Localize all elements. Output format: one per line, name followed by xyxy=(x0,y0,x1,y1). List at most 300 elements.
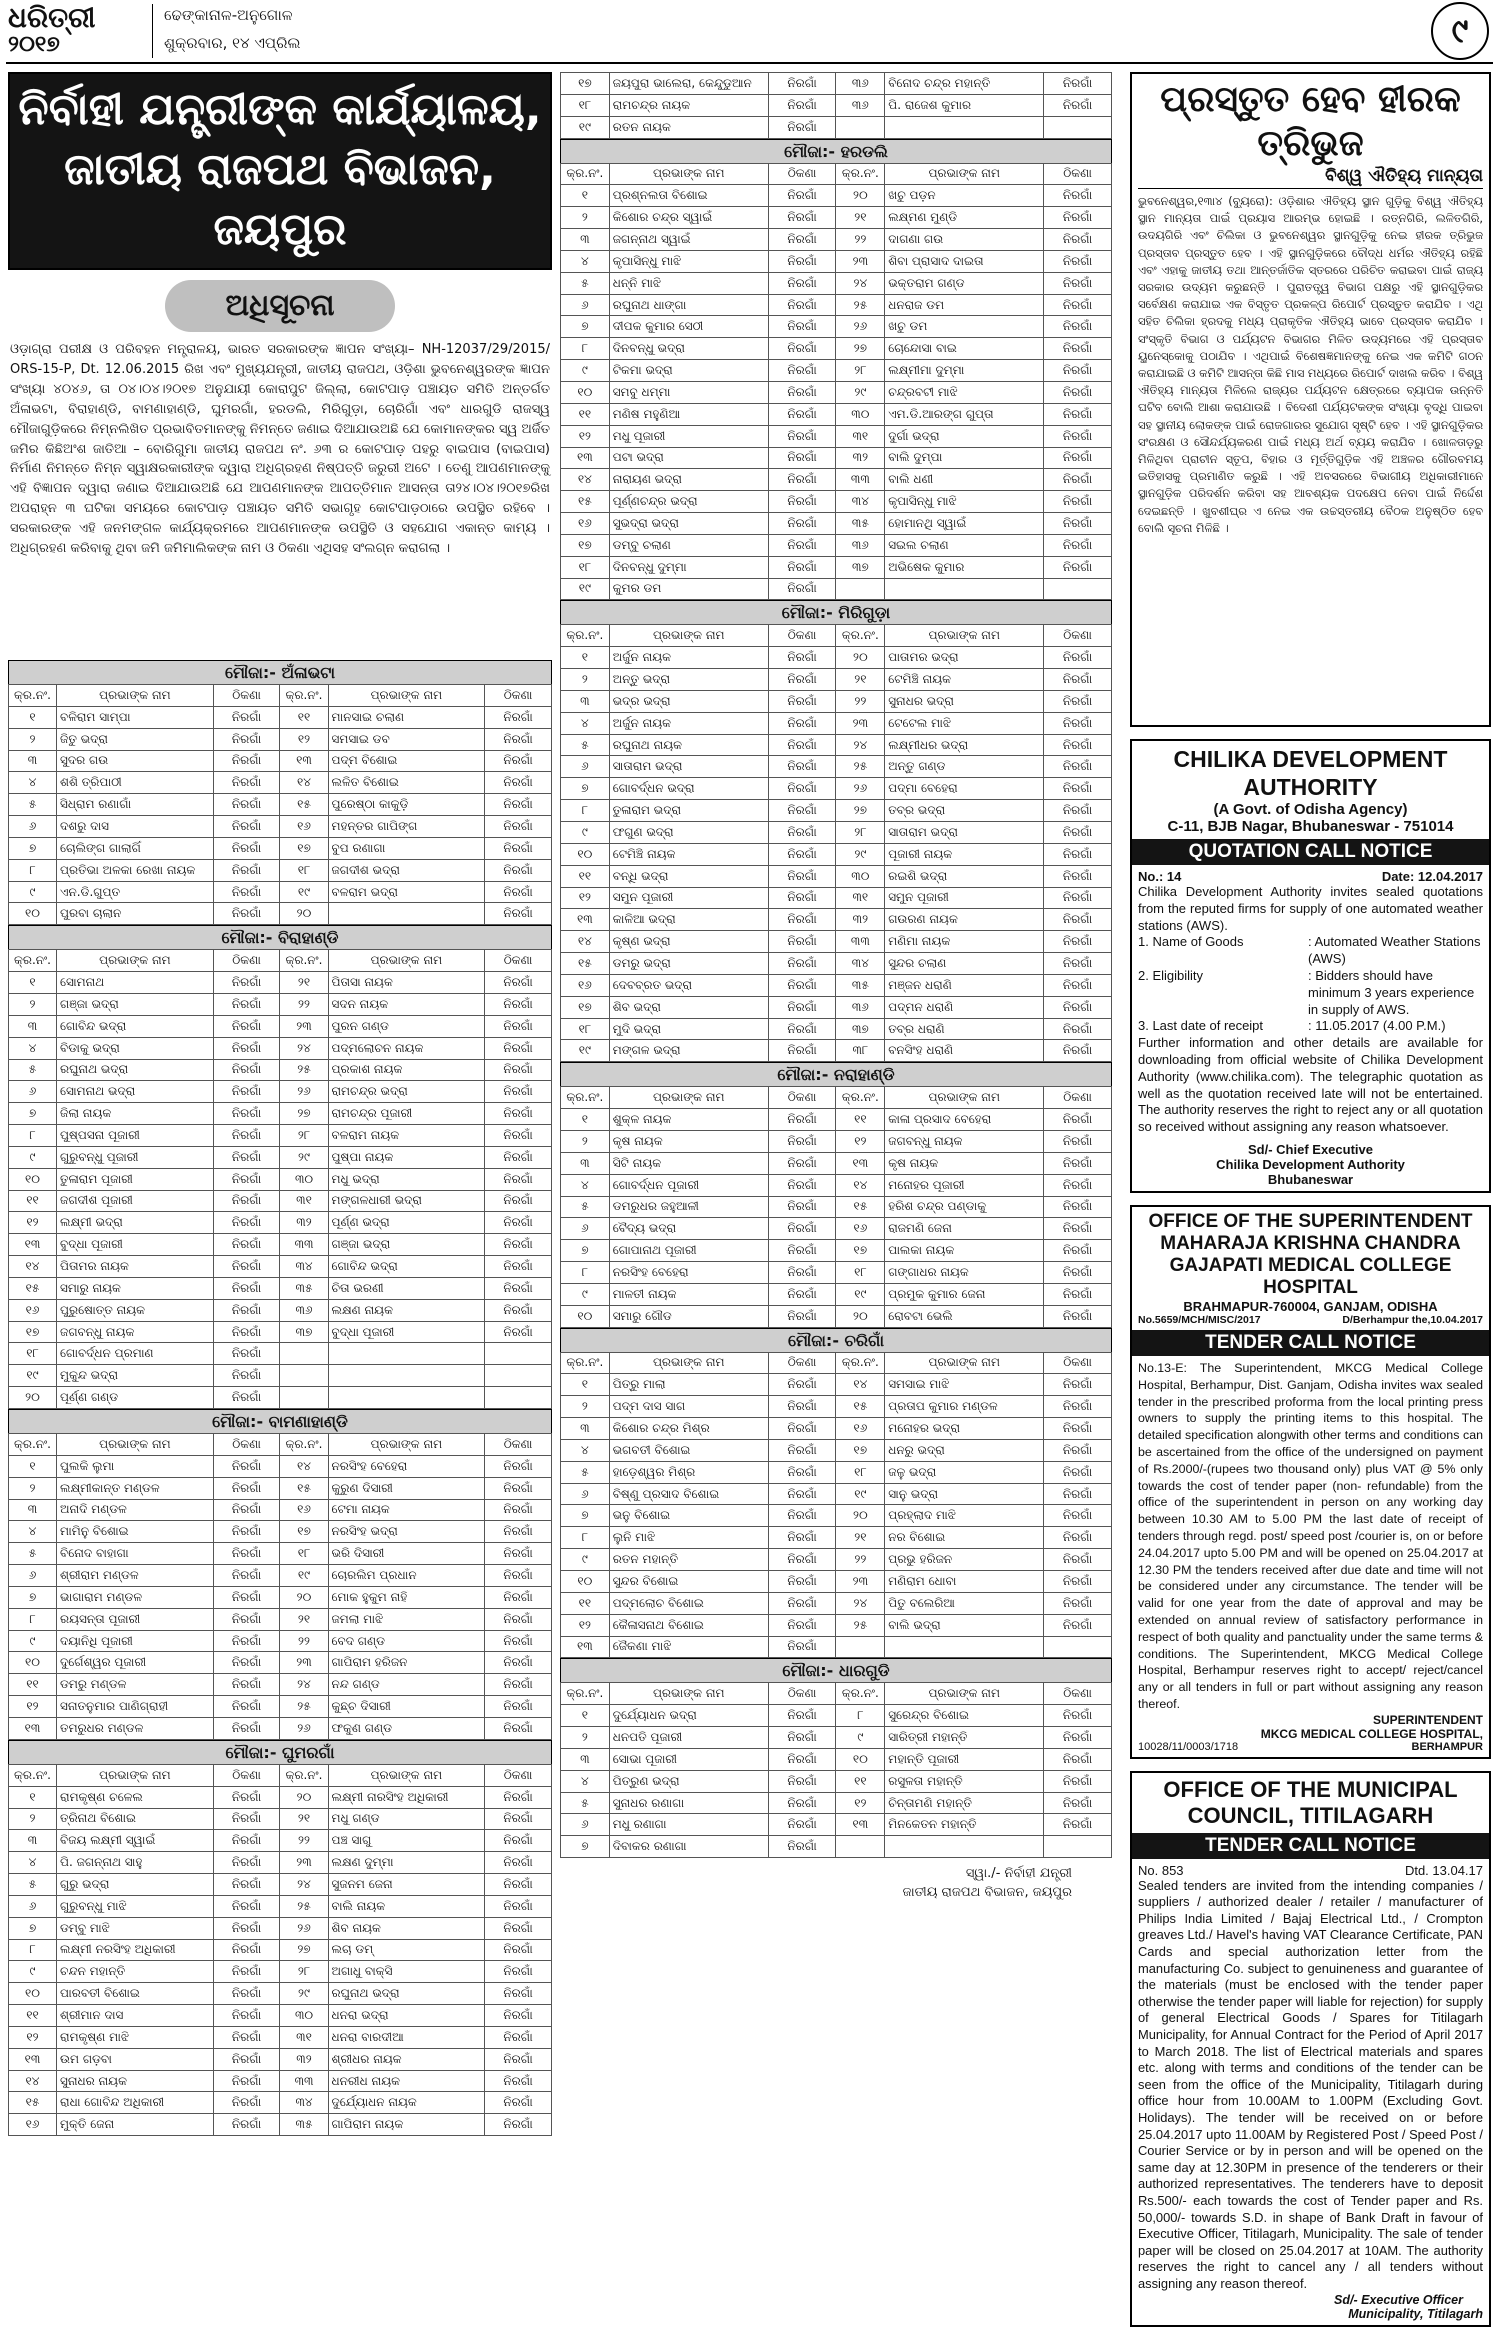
mkcg-sign1: SUPERINTENDENT xyxy=(1372,1712,1483,1727)
owner-name: ଗୁରୁବନ୍ଧୁ ପୂଜାରୀ xyxy=(57,1146,214,1168)
owner-name: ବେଦ ଗଣ୍ଡ xyxy=(328,1630,485,1652)
notice-signature xyxy=(560,1858,1112,1902)
owner-name: ରାମକୃଷ୍ଣ ମାଝି xyxy=(57,2026,214,2048)
table-row xyxy=(9,2070,552,2092)
table-row xyxy=(9,2048,552,2070)
table-row xyxy=(561,316,1112,338)
owner-address: ନିରଗାଁ xyxy=(768,556,836,578)
mouza-tables-left xyxy=(8,660,552,2136)
owner-name: ଦେବବ୍ରତ ଭଦ୍ରା xyxy=(609,974,768,996)
owner-address: ନିରଗାଁ xyxy=(768,1461,836,1483)
masthead xyxy=(6,0,1493,64)
owner-address: ନିରଗାଁ xyxy=(485,1037,552,1059)
table-row xyxy=(561,1705,1112,1727)
owner-address: ନିରଗାଁ xyxy=(768,1305,836,1327)
serial-number: ୯ xyxy=(561,822,610,844)
owner-name: ଜୈକଣା ମାଝି xyxy=(609,1636,768,1658)
table-row xyxy=(561,1748,1112,1770)
owner-address: ନିରଗାଁ xyxy=(213,859,280,881)
table-row xyxy=(9,1674,552,1696)
serial-number: ୨୩ xyxy=(280,1652,328,1674)
owner-name: ତ୍ରିନାଥ ବିଶୋଇ xyxy=(57,1808,214,1830)
table-row xyxy=(561,1505,1112,1527)
serial-number: ୧୩ xyxy=(561,909,610,931)
serial-number: ୨୧ xyxy=(836,1527,885,1549)
owner-name: ପାରବତୀ ବିଶୋଇ xyxy=(57,1983,214,2005)
owner-address: ନିରଗାଁ xyxy=(213,1387,280,1409)
owner-name: ପୂର୍ଣ୍ଣଚନ୍ଦ୍ର ଭଦ୍ରା xyxy=(609,491,768,513)
owner-address: ନିରଗାଁ xyxy=(768,1814,836,1836)
owner-address: ନିରଗାଁ xyxy=(213,1961,280,1983)
serial-number: ୧୪ xyxy=(561,469,610,491)
table-row xyxy=(9,1365,552,1387)
serial-number: ୨୭ xyxy=(280,1939,328,1961)
owner-name: ରାମକୃଷ୍ଣ ଚଳେଲ xyxy=(57,1786,214,1808)
owner-name: ଅର୍ଜୁନ ନାୟକ xyxy=(609,712,768,734)
owner-address: ନିରଗାଁ xyxy=(1044,647,1112,669)
owner-name: ଶିବା ପ୍ରାସାଦ ଦାଇତା xyxy=(885,250,1044,272)
owner-address: ନିରଗାଁ xyxy=(485,1103,552,1125)
owner-address: ନିରଗାଁ xyxy=(1044,931,1112,953)
owner-address: ନିରଗାଁ xyxy=(768,447,836,469)
table-row xyxy=(561,909,1112,931)
column-header: କ୍ର.ନଂ. xyxy=(9,950,57,972)
owner-address: ନିରଗାଁ xyxy=(768,1240,836,1262)
owner-name: କୈଳାସନାଥ ବିଶୋଇ xyxy=(609,1614,768,1636)
serial-number: ୩୭ xyxy=(836,556,885,578)
serial-number: ୪ xyxy=(561,712,610,734)
table-row xyxy=(561,865,1112,887)
serial-number: ୧୫ xyxy=(561,491,610,513)
owner-address: ନିରଗାଁ xyxy=(213,837,280,859)
owner-address: ନିରଗାଁ xyxy=(485,972,552,994)
owner-address: ନିରଗାଁ xyxy=(213,794,280,816)
table-row xyxy=(9,859,552,881)
serial-number: ୪ xyxy=(561,1770,610,1792)
owner-name xyxy=(328,903,485,925)
table-row xyxy=(9,2026,552,2048)
owner-name: ଧନରୀଧ ନାୟକ xyxy=(328,2070,485,2092)
owner-address: ନିରଗାଁ xyxy=(485,750,552,772)
owner-address: ନିରଗାଁ xyxy=(768,996,836,1018)
owner-name: ସମସାଇ ମାଝି xyxy=(885,1374,1044,1396)
serial-number: ୨୦ xyxy=(836,1505,885,1527)
mouza-table xyxy=(560,1086,1112,1327)
column-header: ଠିକଣା xyxy=(768,625,836,647)
serial-number: ୩ xyxy=(9,1015,57,1037)
notice-title-line2: ଜାତୀୟ ରାଜପଥ ବିଭାଜନ, ଜୟପୁର xyxy=(64,144,496,255)
owner-name: ଚନ୍ଦନ ମହାନ୍ତି xyxy=(57,1961,214,1983)
owner-address: ନିରଗାଁ xyxy=(485,1277,552,1299)
owner-name: ପୂର୍ଣ୍ଣ ଗଣ୍ଡ xyxy=(57,1387,214,1409)
owner-name: ପଟା ଭଦ୍ରା xyxy=(609,447,768,469)
owner-address: ନିରଗାଁ xyxy=(485,794,552,816)
table-row xyxy=(9,1256,552,1278)
table-row xyxy=(561,1283,1112,1305)
serial-number: ୧୭ xyxy=(836,1439,885,1461)
owner-name: ଗୋବର୍ଦ୍ଧନ ପୂଜାରୀ xyxy=(609,1174,768,1196)
owner-address: ନିରଗାଁ xyxy=(485,1477,552,1499)
table-row xyxy=(9,1652,552,1674)
owner-address: ନିରଗାଁ xyxy=(213,1939,280,1961)
owner-address: ନିରଗାଁ xyxy=(213,1830,280,1852)
serial-number: ୧୪ xyxy=(561,931,610,953)
owner-address: ନିରଗାଁ xyxy=(768,185,836,207)
notice-column-middle xyxy=(560,72,1112,1902)
owner-address: ନିରଗାଁ xyxy=(1044,1109,1112,1131)
owner-address: ନିରଗାଁ xyxy=(213,1059,280,1081)
table-row xyxy=(9,1103,552,1125)
owner-address: ନିରଗାଁ xyxy=(485,2005,552,2027)
table-row xyxy=(561,1792,1112,1814)
owner-address: ନିରଗାଁ xyxy=(485,1939,552,1961)
owner-address: ନିରଗାଁ xyxy=(213,1652,280,1674)
owner-name: ବଳରାମ ଭଦ୍ରା xyxy=(328,881,485,903)
owner-address: ନିରଗାଁ xyxy=(213,972,280,994)
serial-number: ୧୧ xyxy=(9,1190,57,1212)
owner-address: ନିରଗାଁ xyxy=(485,1717,552,1739)
serial-number: ୧୬ xyxy=(561,974,610,996)
serial-number: ୨୮ xyxy=(836,360,885,382)
owner-address: ନିରଗାଁ xyxy=(485,1256,552,1278)
serial-number: ୧୧ xyxy=(9,2005,57,2027)
owner-address: ନିରଗାଁ xyxy=(1044,1592,1112,1614)
serial-number: ୧ xyxy=(9,706,57,728)
owner-address: ନିରଗାଁ xyxy=(213,1808,280,1830)
serial-number: ୧୫ xyxy=(9,1277,57,1299)
table-row xyxy=(9,1387,552,1409)
owner-name: ଅନାଦି ମଣ୍ଡଳ xyxy=(57,1499,214,1521)
owner-name: ନରସିଂହ ବେହେରା xyxy=(328,1455,485,1477)
owner-name: ଶ୍ରୀରାମ ମଣ୍ଡଳ xyxy=(57,1565,214,1587)
table-row xyxy=(561,1305,1112,1327)
owner-name: ମଣିମା ନାୟକ xyxy=(885,931,1044,953)
owner-name: ସୋମନାଥ xyxy=(57,972,214,994)
owner-name: ନାରାୟଣ ଭଦ୍ରା xyxy=(609,469,768,491)
owner-address: ନିରଗାଁ xyxy=(213,1212,280,1234)
owner-name: ରତନ ନାୟକ xyxy=(609,116,768,138)
owner-address: ନିରଗାଁ xyxy=(1044,1483,1112,1505)
serial-number: ୩ xyxy=(561,690,610,712)
mkcg-line2: MAHARAJA KRISHNA CHANDRA xyxy=(1160,1232,1461,1254)
serial-number: ୧୮ xyxy=(561,556,610,578)
owner-name: କିଶୋର ଚନ୍ଦ୍ର ମିଶ୍ର xyxy=(609,1418,768,1440)
serial-number: ୩୧ xyxy=(836,887,885,909)
owner-name: ଭରି ଦିସାରୀ xyxy=(328,1543,485,1565)
owner-name: ଅନ୍ତୁ ଗଣ୍ଡ xyxy=(885,756,1044,778)
serial-number: ୧୮ xyxy=(836,1262,885,1284)
owner-name: ରୋବଟା ଭେଲି xyxy=(885,1305,1044,1327)
owner-address: ନିରଗାଁ xyxy=(768,647,836,669)
column-header: ପ୍ରଭାଙ୍କ ନାମ xyxy=(609,1683,768,1705)
column-header: ପ୍ରଭାଙ୍କ ନାମ xyxy=(609,163,768,185)
owner-name: ପିତାସା ନାୟକ xyxy=(328,972,485,994)
titilagarh-body: Sealed tenders are invited from the intending companies / suppliers / authorized dealer / retailer / manufacturer of Philips India Limited / Bajaj Electrical Ltd., / Crompton greaves Ltd./ Havel's having VAT Clearance Certificate, PAN Cards and special authorization letter from the manufacturing Co. subject to genuineness and guarantee of the materials (must be enclosed with the tender paper otherwise the tender paper will liable for rejection) for supply of general Electrical Goods / Spares for Titilagarh Municipality, for Annual Contract for the Period of April 2017 to March 2018. The list of Electrical materials and spares etc. along with terms and conditions of the tender can be seen from the office of the Municipality, Titilagarh during office hour from 10.00AM to 1.00PM (Excluding Govt. Holidays). The tender will be received on or before 25.04.2017 upto 11.00AM by Registered Post / Speed Post / Courier Service or by in person and will be opened on the same day at 12.30PM in presence of the tenderers or their authorized representatives. The tenderers have to deposit Rs.500/- each towards the cost of Tender paper and Rs. 50,000/- towards S.D. in shape of Bank Draft in favour of Executive Officer, Titilagarh, Municipality. The sale of tender paper will be closed on 25.04.2017 at 10AM. The authority reserves the right to cancel any / all tenders without assigning any reason thereof. xyxy=(1138,1877,1483,2291)
table-row xyxy=(9,1808,552,1830)
table-header-row xyxy=(9,1434,552,1456)
owner-address: ନିରଗାଁ xyxy=(485,1521,552,1543)
owner-address: ନିରଗାଁ xyxy=(768,800,836,822)
serial-number: ୪ xyxy=(561,1439,610,1461)
owner-name: ମଣିରାମ ଧୋବା xyxy=(885,1571,1044,1593)
owner-name: ଗାପିରାମ ନାୟକ xyxy=(328,2114,485,2136)
serial-number: ୫ xyxy=(9,1543,57,1565)
serial-number: ୧୪ xyxy=(280,1455,328,1477)
owner-name: ପଞ୍ଚ ସାଗୁ xyxy=(328,1830,485,1852)
serial-number: ୧୯ xyxy=(561,116,610,138)
serial-number: ୨୯ xyxy=(280,1983,328,2005)
owner-name: ପୁରୁଷୋତ୍ତ ନାୟକ xyxy=(57,1299,214,1321)
owner-name: ପିତାମର ନାୟକ xyxy=(57,1256,214,1278)
owner-address: ନିରଗାଁ xyxy=(1044,425,1112,447)
table-row xyxy=(9,1499,552,1521)
owner-address: ନିରଗାଁ xyxy=(213,1081,280,1103)
table-row xyxy=(9,794,552,816)
owner-address: ନିରଗାଁ xyxy=(213,1321,280,1343)
owner-address: ନିରଗାଁ xyxy=(768,1727,836,1749)
owner-address: ନିରଗାଁ xyxy=(1044,469,1112,491)
table-row xyxy=(561,116,1112,138)
serial-number xyxy=(280,1365,328,1387)
owner-name: ଜିତୁ ଭଦ୍ରା xyxy=(57,728,214,750)
serial-number: ୧୨ xyxy=(561,425,610,447)
mkcg-foot-row xyxy=(1138,1741,1483,1753)
owner-address: ନିରଗାଁ xyxy=(1044,712,1112,734)
owner-address: ନିରଗାଁ xyxy=(768,953,836,975)
owner-name: ଶ୍ରୀଧର ନାୟକ xyxy=(328,2048,485,2070)
owner-address: ନିରଗାଁ xyxy=(1044,1770,1112,1792)
serial-number: ୨ xyxy=(9,993,57,1015)
owner-address: ନିରଗାଁ xyxy=(1044,1527,1112,1549)
serial-number: ୯ xyxy=(561,1549,610,1571)
owner-name: ପ୍ରକାଶ ନାୟକ xyxy=(328,1059,485,1081)
owner-name: ଗଉରଣ ନାୟକ xyxy=(885,909,1044,931)
owner-name: ରାମଚନ୍ଦ୍ର ନାୟକ xyxy=(609,94,768,116)
owner-address: ନିରଗାଁ xyxy=(485,1874,552,1896)
owner-address: ନିରଗାଁ xyxy=(485,1608,552,1630)
table-row xyxy=(561,778,1112,800)
column-header: ଠିକଣା xyxy=(1044,625,1112,647)
serial-number: ୨୪ xyxy=(836,1592,885,1614)
owner-address: ନିରଗାଁ xyxy=(768,843,836,865)
owner-name: ଗୁରୁ ଭଦ୍ରା xyxy=(57,1874,214,1896)
table-row xyxy=(561,272,1112,294)
owner-address: ନିରଗାଁ xyxy=(768,1418,836,1440)
owner-address: ନିରଗାଁ xyxy=(213,1521,280,1543)
serial-number: ୩୦ xyxy=(836,865,885,887)
owner-name: ଗୋବିନ୍ଦ ଭଦ୍ରା xyxy=(57,1015,214,1037)
table-row xyxy=(9,1321,552,1343)
column-header: ପ୍ରଭାଙ୍କ ନାମ xyxy=(609,1087,768,1109)
serial-number: ୧୧ xyxy=(9,1674,57,1696)
owner-name: ନନ୍ଦ ଗଣ୍ଡ xyxy=(328,1674,485,1696)
owner-address: ନିରଗାଁ xyxy=(213,1717,280,1739)
owner-address: ନିରଗାଁ xyxy=(485,1808,552,1830)
table-row xyxy=(561,1461,1112,1483)
owner-name: ସୋଭା ପୂଜାରୀ xyxy=(609,1748,768,1770)
column-header: ଠିକଣା xyxy=(213,685,280,707)
owner-address: ନିରଗାଁ xyxy=(485,2048,552,2070)
owner-name: ଗଙ୍ଗାଧର ନାୟକ xyxy=(885,1262,1044,1284)
table-row xyxy=(561,1152,1112,1174)
serial-number: ୭ xyxy=(561,1240,610,1262)
serial-number xyxy=(280,1343,328,1365)
table-row xyxy=(561,1592,1112,1614)
owner-address: ନିରଗାଁ xyxy=(1044,953,1112,975)
masthead-divider xyxy=(152,4,153,58)
owner-address: ନିରଗାଁ xyxy=(1044,229,1112,251)
serial-number: ୨୩ xyxy=(836,712,885,734)
owner-name: ମୁକ୍ତି ଜେନା xyxy=(57,2114,214,2136)
serial-number: ୮ xyxy=(9,1125,57,1147)
owner-name: ଖଚୁ ଡମ xyxy=(885,316,1044,338)
serial-number: ୮ xyxy=(836,1705,885,1727)
mkcg-ref-date: D/Berhampur the,10.04.2017 xyxy=(1342,1313,1483,1326)
serial-number: ୧୧ xyxy=(836,1770,885,1792)
serial-number: ୩ xyxy=(561,1748,610,1770)
column-header: ପ୍ରଭାଙ୍କ ନାମ xyxy=(57,685,214,707)
owner-address: ନିରଗାଁ xyxy=(768,1283,836,1305)
owner-address: ନିରଗାଁ xyxy=(1044,974,1112,996)
serial-number: ୧୯ xyxy=(561,578,610,600)
table-row xyxy=(9,1037,552,1059)
owner-name: ଚୋଲିଙ୍ଗ ଗାଲାଗିଁ xyxy=(57,837,214,859)
owner-address: ନିରଗାଁ xyxy=(1044,669,1112,691)
titilagarh-sign1: Sd/- Executive Officer xyxy=(1334,2292,1463,2307)
column-header: କ୍ର.ନଂ. xyxy=(836,1683,885,1705)
owner-address: ନିରଗାଁ xyxy=(1044,1461,1112,1483)
owner-name: ଲକ୍ଷ୍ମଣ ମୁଣ୍ଡି xyxy=(885,207,1044,229)
owner-name: ପ୍ରତିଭା ଅଳକା ରେଖା ନାୟକ xyxy=(57,859,214,881)
serial-number: ୨ xyxy=(561,1396,610,1418)
column-header: କ୍ର.ନଂ. xyxy=(280,1434,328,1456)
serial-number: ୧୫ xyxy=(280,794,328,816)
serial-number: ୨୬ xyxy=(280,1917,328,1939)
serial-number: ୧୯ xyxy=(280,1565,328,1587)
serial-number: ୪ xyxy=(561,250,610,272)
owner-name: ମୁକୁନ୍ଦ ଭଦ୍ରା xyxy=(57,1365,214,1387)
serial-number: ୨୩ xyxy=(280,1015,328,1037)
serial-number: ୧୩ xyxy=(561,447,610,469)
serial-number: ୧୫ xyxy=(280,1477,328,1499)
owner-address: ନିରଗାଁ xyxy=(1044,447,1112,469)
mkcg-line3: GAJAPATI MEDICAL COLLEGE HOSPITAL xyxy=(1169,1254,1452,1298)
table-row xyxy=(561,1614,1112,1636)
serial-number: ୯ xyxy=(9,881,57,903)
serial-number: ୩୩ xyxy=(836,469,885,491)
owner-name: ସମସାଇ ଡବ xyxy=(328,728,485,750)
feature-title: ପ୍ରସ୍ତୁତ ହେବ ହୀରକ ତ୍ରିଭୁଜ xyxy=(1160,79,1461,164)
owner-address: ନିରଗାଁ xyxy=(768,712,836,734)
owner-name: ରତନ ମହାନ୍ତି xyxy=(609,1549,768,1571)
owner-name: ଗୋବର୍ଦ୍ଧନ ଭଦ୍ରା xyxy=(609,778,768,800)
owner-address: ନିରଗାଁ xyxy=(485,1190,552,1212)
owner-name: ବୁଦ୍ଧା ପୂଜାରୀ xyxy=(328,1321,485,1343)
owner-address: ନିରଗାଁ xyxy=(1044,338,1112,360)
owner-address: ନିରଗାଁ xyxy=(213,1786,280,1808)
serial-number: ୬ xyxy=(9,1081,57,1103)
owner-address: ନିରଗାଁ xyxy=(768,578,836,600)
owner-address: ନିରଗାଁ xyxy=(768,778,836,800)
owner-address: ନିରଗାଁ xyxy=(485,1081,552,1103)
owner-address: ନିରଗାଁ xyxy=(485,993,552,1015)
owner-name: ପାତାମର ଭଦ୍ରା xyxy=(885,647,1044,669)
owner-address: ନିରଗାଁ xyxy=(1044,1748,1112,1770)
titilagarh-no: No. 853 xyxy=(1138,1862,1184,1878)
serial-number: ୧ xyxy=(561,647,610,669)
table-row xyxy=(9,1168,552,1190)
owner-address: ନିରଗାଁ xyxy=(768,513,836,535)
serial-number: ୨୩ xyxy=(280,1852,328,1874)
serial-number: ୧୫ xyxy=(9,2092,57,2114)
owner-name: ଦିନବନ୍ଧୁ ଭଦ୍ରା xyxy=(609,338,768,360)
serial-number: ୫ xyxy=(561,272,610,294)
owner-address: ନିରଗାଁ xyxy=(1044,250,1112,272)
column-header: ଠିକଣା xyxy=(213,950,280,972)
owner-name: ସାନୁ ଭଦ୍ରା xyxy=(885,1483,1044,1505)
owner-name: ଲୁନି ମାଝି xyxy=(609,1527,768,1549)
serial-number: ୧୫ xyxy=(836,1196,885,1218)
notice-column-left xyxy=(8,72,552,2136)
column-header: ପ୍ରଭାଙ୍କ ନାମ xyxy=(885,1683,1044,1705)
owner-name: ପିତୁ ବଲେରିଆ xyxy=(885,1592,1044,1614)
serial-number: ୮ xyxy=(561,800,610,822)
table-row xyxy=(9,706,552,728)
table-row xyxy=(9,1874,552,1896)
owner-name: ସାରିତ୍ରୀ ମହାନ୍ତି xyxy=(885,1727,1044,1749)
mouza-table xyxy=(560,1682,1112,1858)
serial-number: ୬ xyxy=(561,1814,610,1836)
owner-address: ନିରଗାଁ xyxy=(213,772,280,794)
serial-number: ୧୮ xyxy=(836,1461,885,1483)
table-row xyxy=(9,2092,552,2114)
table-row xyxy=(9,1608,552,1630)
column-header: ଠିକଣା xyxy=(1044,163,1112,185)
owner-name: ରୟସନ୍ତା ପୂଜାରୀ xyxy=(57,1608,214,1630)
table-row xyxy=(561,469,1112,491)
column-header: କ୍ର.ନଂ. xyxy=(836,163,885,185)
owner-name: କିଶୋର ଚନ୍ଦ୍ର ସ୍ୱାଇଁ xyxy=(609,207,768,229)
owner-address: ନିରଗାଁ xyxy=(213,1125,280,1147)
chilika-body2: Further information and other details are available for downloading from official website of Chilika Development Authority (www.chilika.com). The telegraphic quotation as well as the quotation received late will not be entertained. The authority reserves the right to reject any or all quotation so received without assigning any reason whatsoever. xyxy=(1138,1035,1483,1135)
owner-name: ସୁନାଧର ଭଦ୍ରା xyxy=(885,690,1044,712)
notice-subtitle: ଅଧିସୂଚନା xyxy=(165,280,395,332)
owner-address xyxy=(485,1387,552,1409)
owner-address: ନିରଗାଁ xyxy=(1044,1614,1112,1636)
owner-address: ନିରଗାଁ xyxy=(213,1146,280,1168)
owner-name: ଜଗବନ୍ଧୁ ନାୟକ xyxy=(885,1130,1044,1152)
table-row xyxy=(561,690,1112,712)
owner-address: ନିରଗାଁ xyxy=(768,1614,836,1636)
column-header: ଠିକଣା xyxy=(1044,1683,1112,1705)
serial-number: ୩୭ xyxy=(836,1018,885,1040)
owner-name: ମଞ୍ଜନ ଧରାଣି xyxy=(885,974,1044,996)
table-row xyxy=(9,1234,552,1256)
feature-article xyxy=(1130,72,1491,727)
owner-name: ହୋମାନଥି ସ୍ୱାଇଁ xyxy=(885,513,1044,535)
owner-name: ଅଗାଧୁ ବାକ୍ସି xyxy=(328,1961,485,1983)
column-header: କ୍ର.ନଂ. xyxy=(280,950,328,972)
owner-name: ଫଗୁଣ ଭଦ୍ରା xyxy=(609,822,768,844)
serial-number: ୭ xyxy=(9,1917,57,1939)
owner-name: ଧନରା ବାରଦୀଆ xyxy=(328,2026,485,2048)
owner-address: ନିରଗାଁ xyxy=(213,1455,280,1477)
serial-number xyxy=(836,1836,885,1858)
serial-number: ୩୬ xyxy=(836,534,885,556)
table-row xyxy=(9,772,552,794)
owner-address: ନିରଗାଁ xyxy=(485,1499,552,1521)
mouza-table xyxy=(560,624,1112,1062)
